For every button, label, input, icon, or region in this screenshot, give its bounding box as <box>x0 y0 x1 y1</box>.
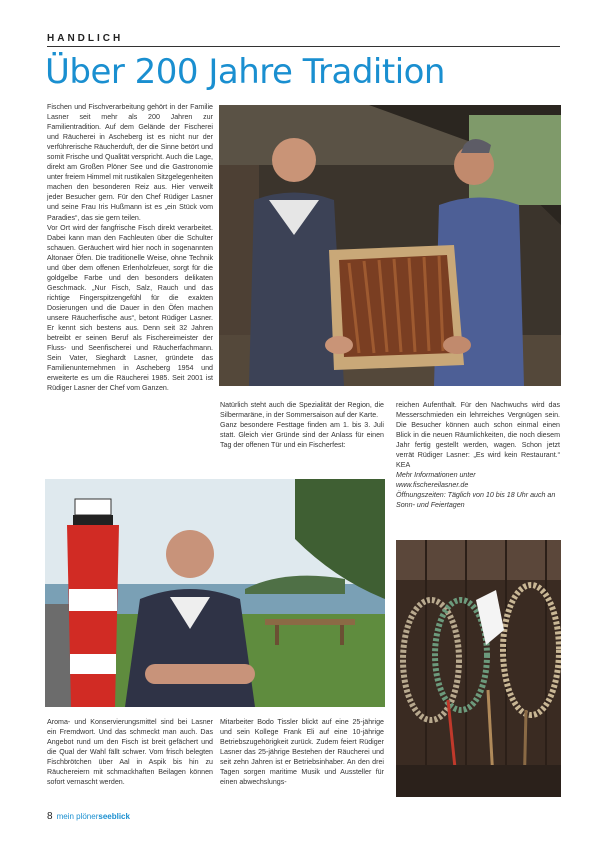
section-kicker: HANDLICH <box>47 33 124 44</box>
article-column-2-bottom <box>220 717 384 787</box>
website-link[interactable]: www.fischereilasner.de <box>396 481 469 490</box>
brand-bold: seeblick <box>98 812 130 821</box>
article-column-2-top <box>220 400 384 450</box>
paragraph: Mitarbeiter Bodo Tissler blickt auf eine 25-jährige und sein Kollege Frank Eli auf eine 10-jährige Betriebszugehörigkeit zurück. Zudem feiert Rüdiger Lasner das 25-jährige Bestehen der Räucherei und seit zehn Jahren ist er Betriebsinhaber. An den drei Tagen sorgen maritime Musik und Aussteller für einen abwechslungs- <box>220 718 384 787</box>
info-line: Mehr Informationen unter <box>396 471 476 480</box>
article-column-3 <box>396 400 560 511</box>
page-footer <box>47 811 130 822</box>
brand-light: mein plöner <box>56 812 99 821</box>
article-column-1 <box>47 102 213 393</box>
header-rule <box>47 46 560 47</box>
page-number: 8 <box>47 811 53 822</box>
photo-fishermen-with-smoked-fish <box>219 105 561 386</box>
page-title: Über 200 Jahre Tradition <box>45 52 445 92</box>
paragraph: Fischen und Fischverarbeitung gehört in der Familie Lasner seit mehr als 200 Jahren zur Familientradition. Auf dem Gelände der Fischerei und Räucherei in Ascheberg ist es nicht nur der verführerische Räucherduft, der die Sinne betört und somit Frische und Qualität verspricht. Auch die Lage, direkt am Großen Plöner See und die Gastronomie unter freiem Himmel mit rustikalen Sitzgelegenheiten machen den besonderen Reiz aus. Hier verweilt jeder Besucher gern. Für den Chef Rüdiger Lasner und seine Frau Iris Hußmann ist es „ein Stück vom Paradies“, das sie gern teilen. <box>47 103 213 222</box>
paragraph: Ganz besondere Festtage finden am 1. bis 3. Juli statt. Gleich vier Gründe sind der Anlass für einen Tag der offenen Tür und ein Fischerfest: <box>220 421 384 450</box>
opening-hours: Öffnungszeiten: Täglich von 10 bis 18 Uhr auch an Sonn- und Feiertagen <box>396 491 556 510</box>
article-column-1-bottom <box>47 717 213 787</box>
photo-fishing-nets <box>396 540 561 797</box>
paragraph: Vor Ort wird der fangfrische Fisch direkt verarbeitet. Dabei kann man den Fachleuten über die Schulter schauen. Geräuchert wird hier noch in sogenannten Altonaer Öfen. Die traditionelle Weise, ohne Technik und über dem offenen Erlenholzfeuer, sorgt für die goldgelbe Farbe und den besonders delikaten Geschmack. „Nur Fisch, Salz, Rauch und das richtige Fingerspitzengefühl für die exakten Dosierungen und die Dauer in den Öfen machen unsere Räucherfische aus“, betont Rüdiger Lasner. Er kennt sich bestens aus. Denn seit 32 Jahren betreibt er seinen Beruf als Fischereimeister der Fluss- und Seenfischerei und Räucherfachmann. Sein Vater, Sieghardt Lasner, gründete das Familienunternehmen in Ascheberg 1954 und erweiterte es um die Räucherei 1985. Seit 2001 ist Rüdiger Lasner der Chef vom Ganzen. <box>47 223 213 393</box>
paragraph: Natürlich steht auch die Spezialität der Region, die Silbermaräne, in der Sommersaison auf der Karte. <box>220 401 384 420</box>
photo-man-with-lighthouse <box>45 479 385 707</box>
paragraph: Aroma- und Konservierungsmittel sind bei Lasner ein Fremdwort. Und das schmeckt man auch. Das Angebot rund um den Fisch ist breit gefächert und die Qual der Wahl fällt schwer. Vom frisch belegten Fischbrötchen über Aal in Aspik bis hin zu Räuchereiern mit schmackhaften Beilagen können sofort vernascht werden. <box>47 718 213 787</box>
paragraph: reichen Aufenthalt. Für den Nachwuchs wird das Messerschmieden ein lehrreiches Vergnügen sein. Die Besucher können auch schon einmal einen Blick in die neuen Räumlichkeiten, die noch diesem Jahr fertig gestellt werden, wagen. Schon jetzt verrät Rüdiger Lasner: „Es wird kein Restaurant.“ KEA <box>396 401 560 470</box>
